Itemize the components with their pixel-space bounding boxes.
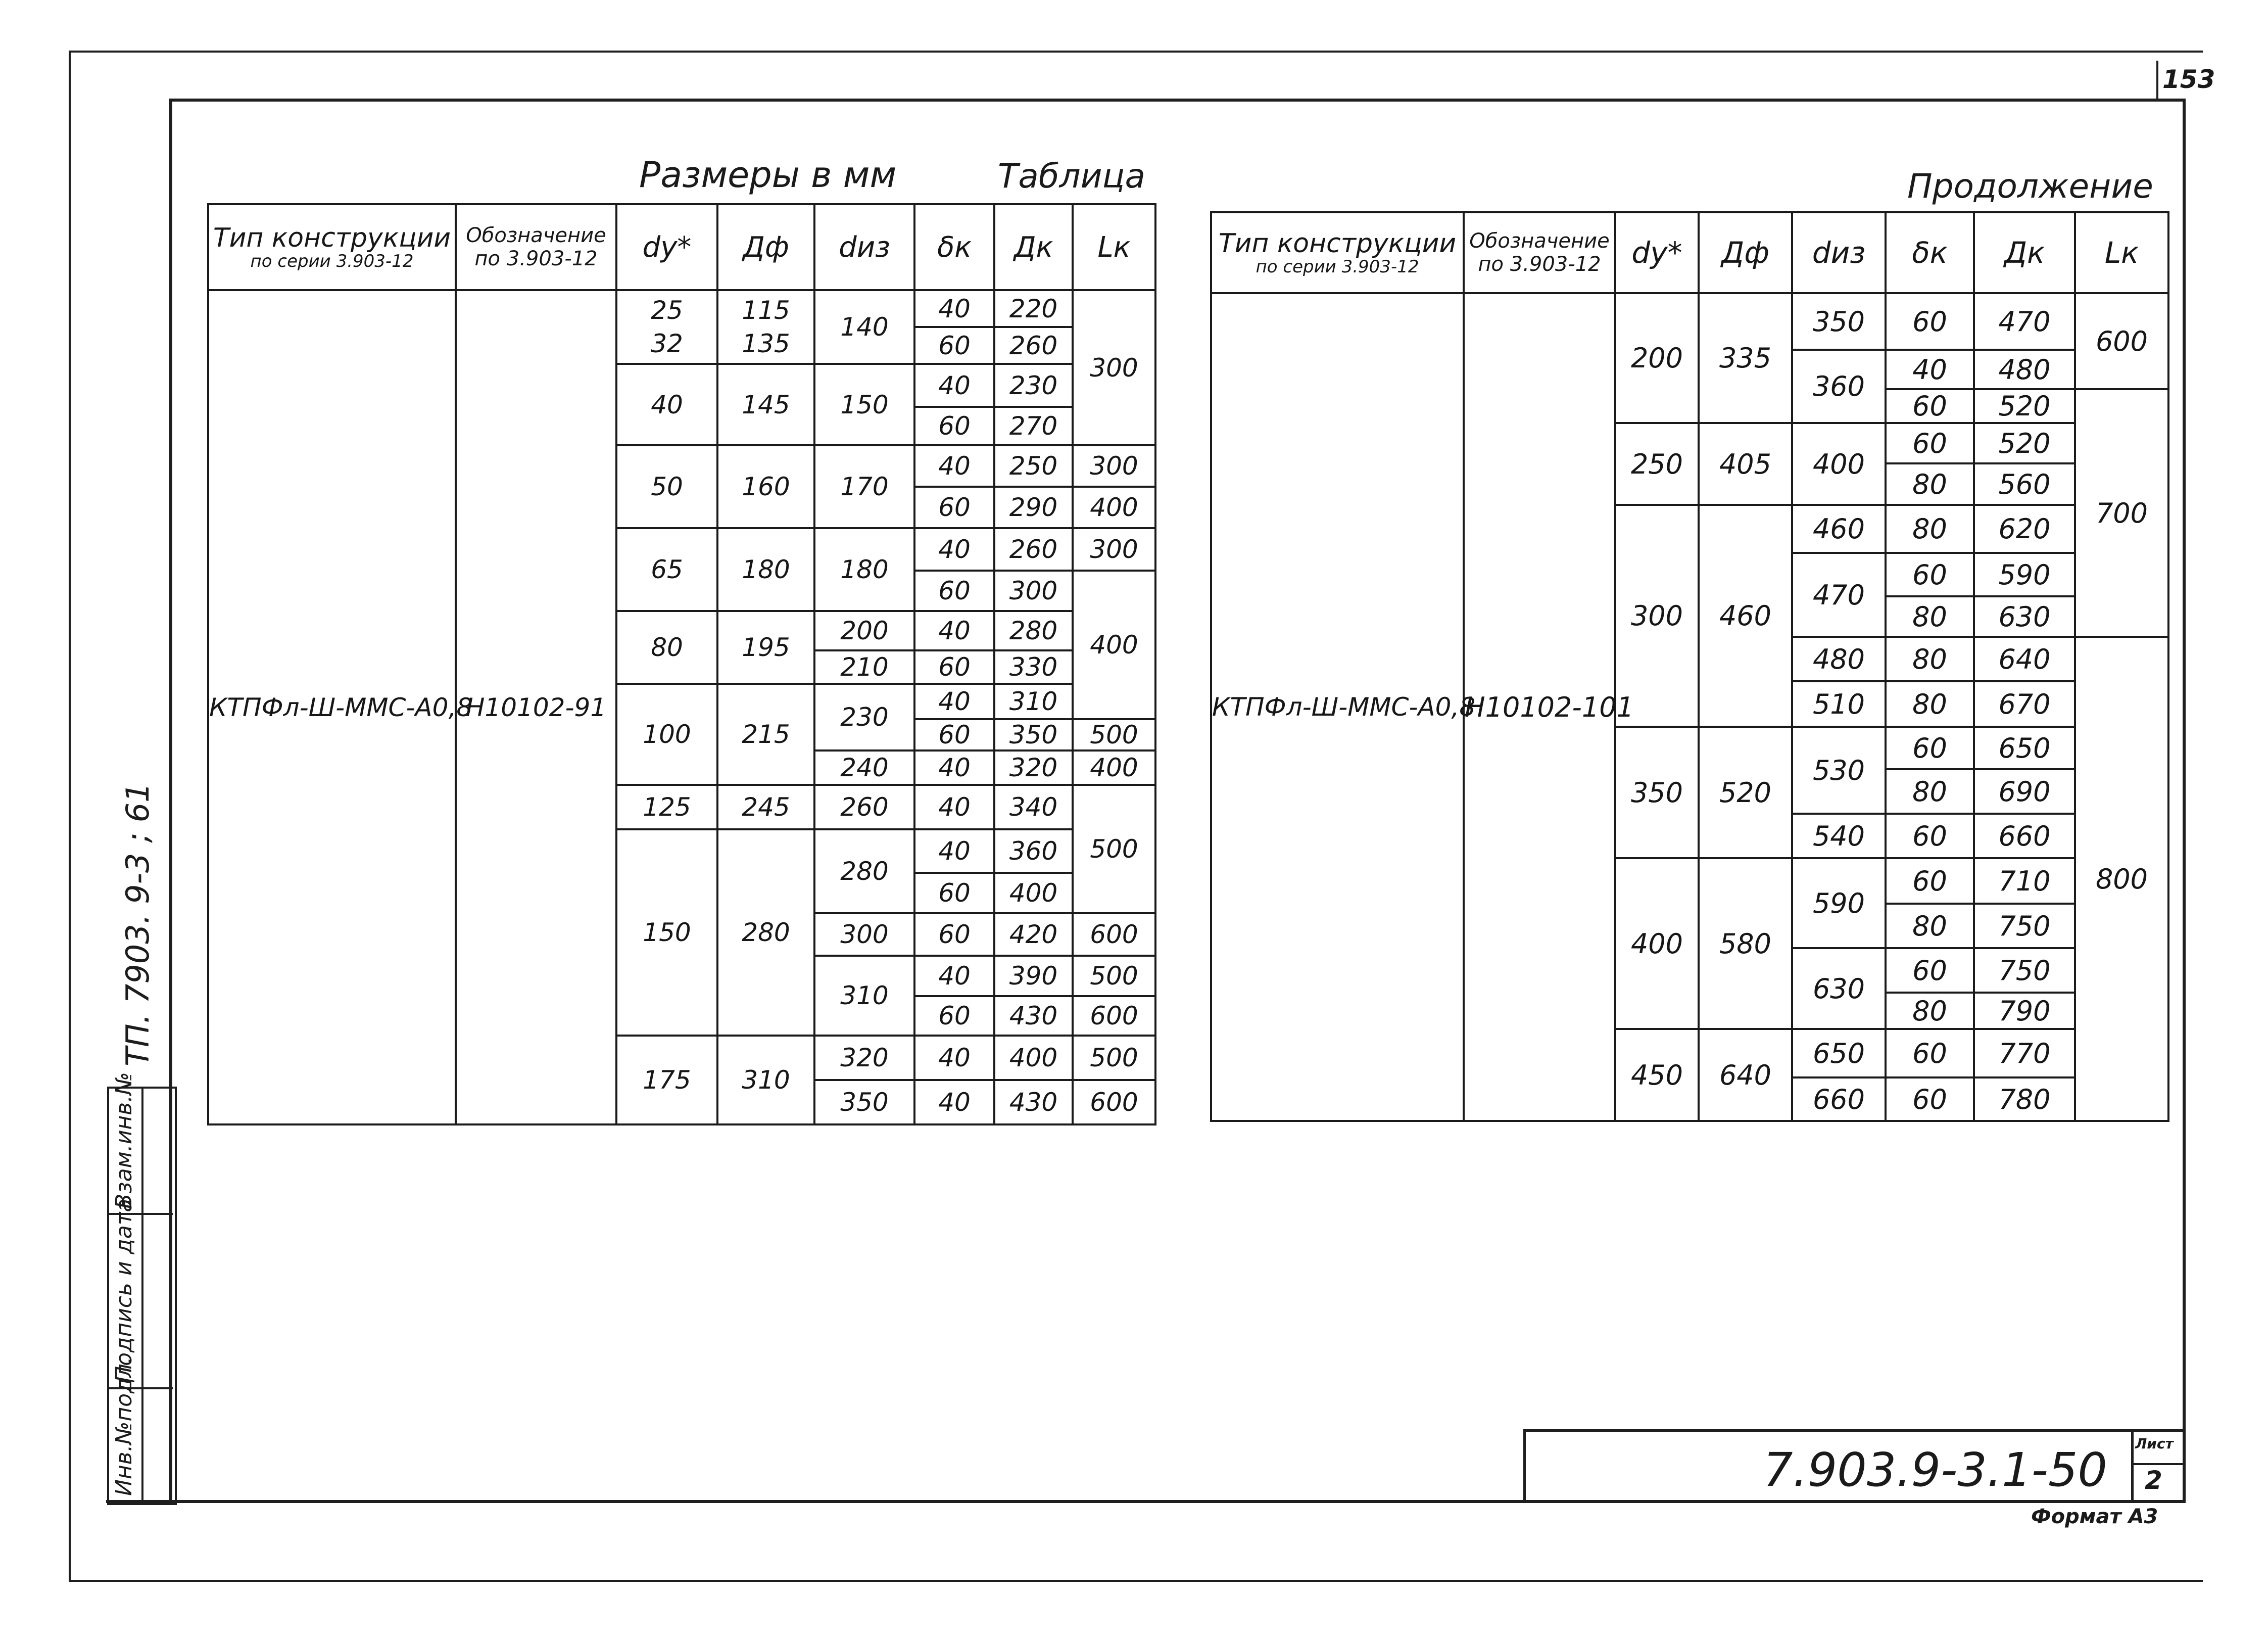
right-delta-cell: 80 bbox=[1886, 904, 1974, 948]
title-block-sheet-divider bbox=[2131, 1429, 2134, 1503]
right-diz-cell: 460 bbox=[1792, 505, 1886, 553]
left-Lk-cell: 500 bbox=[1073, 719, 1155, 750]
col-header-df: Дф bbox=[717, 204, 814, 290]
right-Dk-cell: 630 bbox=[1974, 596, 2075, 637]
right-delta-cell: 80 bbox=[1886, 596, 1974, 637]
left-Dk-cell: 390 bbox=[994, 956, 1073, 996]
left-dy-cell: 100 bbox=[616, 684, 717, 785]
left-Dk-cell: 400 bbox=[994, 873, 1073, 913]
left-diz-cell: 200 bbox=[814, 611, 914, 650]
left-Lk-cell: 400 bbox=[1073, 487, 1155, 528]
right-diz-cell: 650 bbox=[1792, 1029, 1886, 1077]
side-document-code: ТП. 7903. 9-3 ; 61 bbox=[119, 782, 156, 1066]
right-Dk-cell: 750 bbox=[1974, 904, 2075, 948]
right-delta-cell: 60 bbox=[1886, 389, 1974, 423]
col-header-Lk: Lк bbox=[2075, 212, 2168, 293]
right-df-cell: 405 bbox=[1699, 423, 1792, 505]
right-Dk-cell: 470 bbox=[1974, 293, 2075, 350]
right-Dk-cell: 660 bbox=[1974, 814, 2075, 858]
left-Dk-cell: 310 bbox=[994, 684, 1073, 719]
left-dy-cell: 175 bbox=[616, 1036, 717, 1124]
left-Dk-cell: 340 bbox=[994, 785, 1073, 829]
sheet-value: 2 bbox=[2145, 1466, 2162, 1495]
left-diz-cell: 320 bbox=[814, 1036, 914, 1080]
left-Dk-cell: 270 bbox=[994, 407, 1073, 445]
right-diz-cell: 350 bbox=[1792, 293, 1886, 350]
right-delta-cell: 60 bbox=[1886, 727, 1974, 769]
right-delta-cell: 60 bbox=[1886, 1029, 1974, 1077]
left-diz-cell: 210 bbox=[814, 650, 914, 684]
col-header-df: Дф bbox=[1699, 212, 1792, 293]
left-Dk-cell: 290 bbox=[994, 487, 1073, 528]
left-diz-cell: 300 bbox=[814, 913, 914, 956]
right-Dk-cell: 650 bbox=[1974, 727, 2075, 769]
right-df-cell: 460 bbox=[1699, 505, 1792, 727]
left-Lk-cell: 300 bbox=[1073, 528, 1155, 571]
left-delta-cell: 60 bbox=[914, 407, 994, 445]
col-header-designation: Обозначение по 3.903-12 bbox=[1464, 212, 1615, 293]
outer-frame-bottom bbox=[71, 1580, 2203, 1582]
right-diz-cell: 360 bbox=[1792, 350, 1886, 423]
right-delta-cell: 60 bbox=[1886, 858, 1974, 904]
right-designation-cell: Н10102-101 bbox=[1464, 293, 1615, 1121]
right-df-cell: 335 bbox=[1699, 293, 1792, 423]
right-delta-cell: 40 bbox=[1886, 350, 1974, 389]
right-delta-cell: 80 bbox=[1886, 993, 1974, 1029]
right-Dk-cell: 620 bbox=[1974, 505, 2075, 553]
left-delta-cell: 40 bbox=[914, 750, 994, 785]
title-block-top bbox=[1523, 1429, 2185, 1432]
outer-frame-left bbox=[69, 51, 71, 1582]
right-Dk-cell: 520 bbox=[1974, 389, 2075, 423]
right-delta-cell: 80 bbox=[1886, 637, 1974, 681]
side-stamp-inv-label: Инв.№подл. bbox=[111, 1356, 137, 1496]
right-diz-cell: 400 bbox=[1792, 423, 1886, 505]
right-Dk-cell: 480 bbox=[1974, 350, 2075, 389]
sheet-label: Лист bbox=[2135, 1435, 2174, 1452]
left-Lk-cell: 300 bbox=[1073, 290, 1155, 445]
col-header-dy: dy* bbox=[1615, 212, 1699, 293]
right-dy-cell: 450 bbox=[1615, 1029, 1699, 1121]
left-Dk-cell: 260 bbox=[994, 327, 1073, 364]
right-delta-cell: 60 bbox=[1886, 423, 1974, 463]
right-df-cell: 520 bbox=[1699, 727, 1792, 858]
side-stamp-divider bbox=[141, 1087, 143, 1501]
left-delta-cell: 60 bbox=[914, 913, 994, 956]
col-header-Lk: Lк bbox=[1073, 204, 1155, 290]
col-header-delta: δк bbox=[914, 204, 994, 290]
col-header-Dk: Дк bbox=[1974, 212, 2075, 293]
left-Dk-cell: 230 bbox=[994, 364, 1073, 407]
left-dy-cell: 125 bbox=[616, 785, 717, 829]
left-delta-cell: 40 bbox=[914, 956, 994, 996]
left-Lk-cell: 400 bbox=[1073, 571, 1155, 719]
left-delta-cell: 40 bbox=[914, 684, 994, 719]
left-delta-cell: 60 bbox=[914, 487, 994, 528]
left-diz-cell: 180 bbox=[814, 528, 914, 611]
left-dy-cell: 80 bbox=[616, 611, 717, 684]
left-delta-cell: 40 bbox=[914, 1080, 994, 1124]
right-diz-cell: 630 bbox=[1792, 948, 1886, 1029]
right-delta-cell: 80 bbox=[1886, 463, 1974, 505]
left-delta-cell: 60 bbox=[914, 650, 994, 684]
right-delta-cell: 80 bbox=[1886, 505, 1974, 553]
format-label: Формат А3 bbox=[2031, 1505, 2158, 1528]
left-diz-cell: 230 bbox=[814, 684, 914, 750]
left-diz-cell: 170 bbox=[814, 445, 914, 528]
left-diz-cell: 150 bbox=[814, 364, 914, 445]
left-Lk-cell: 600 bbox=[1073, 913, 1155, 956]
left-Dk-cell: 360 bbox=[994, 829, 1073, 873]
left-Dk-cell: 330 bbox=[994, 650, 1073, 684]
right-Dk-cell: 590 bbox=[1974, 553, 2075, 596]
right-diz-cell: 590 bbox=[1792, 858, 1886, 948]
side-stamp-replace-label: Взам.инв.№ bbox=[111, 1072, 137, 1209]
left-Lk-cell: 600 bbox=[1073, 1080, 1155, 1124]
right-Dk-cell: 640 bbox=[1974, 637, 2075, 681]
left-delta-cell: 40 bbox=[914, 829, 994, 873]
left-df-cell: 160 bbox=[717, 445, 814, 528]
dimensions-label: Размеры в мм bbox=[639, 154, 897, 196]
col-header-type: Тип конструкции по серии 3.903-12 bbox=[208, 204, 456, 290]
right-Dk-cell: 790 bbox=[1974, 993, 2075, 1029]
right-type-cell: КТПФл-Ш-ММС-А0,8 bbox=[1211, 293, 1464, 1121]
left-dy-cell: 50 bbox=[616, 445, 717, 528]
left-designation-cell: Н10102-91 bbox=[456, 290, 616, 1124]
left-df-cell: 115 135 bbox=[717, 290, 814, 364]
left-diz-cell: 240 bbox=[814, 750, 914, 785]
left-Dk-cell: 400 bbox=[994, 1036, 1073, 1080]
left-Lk-cell: 500 bbox=[1073, 956, 1155, 996]
left-delta-cell: 60 bbox=[914, 719, 994, 750]
left-delta-cell: 60 bbox=[914, 996, 994, 1036]
left-Lk-cell: 300 bbox=[1073, 445, 1155, 487]
left-delta-cell: 40 bbox=[914, 290, 994, 327]
left-Lk-cell: 600 bbox=[1073, 996, 1155, 1036]
left-dy-cell: 65 bbox=[616, 528, 717, 611]
left-dy-cell: 40 bbox=[616, 364, 717, 445]
right-Dk-cell: 710 bbox=[1974, 858, 2075, 904]
left-Dk-cell: 220 bbox=[994, 290, 1073, 327]
left-type-cell: КТПФл-Ш-ММС-А0,8 bbox=[208, 290, 456, 1124]
right-Dk-cell: 780 bbox=[1974, 1077, 2075, 1121]
left-Dk-cell: 320 bbox=[994, 750, 1073, 785]
left-dy-cell: 25 32 bbox=[616, 290, 717, 364]
document-code: 7.903.9-3.1-50 bbox=[1763, 1443, 2107, 1497]
right-diz-cell: 510 bbox=[1792, 681, 1886, 727]
right-delta-cell: 60 bbox=[1886, 814, 1974, 858]
left-df-cell: 280 bbox=[717, 829, 814, 1036]
left-delta-cell: 40 bbox=[914, 1036, 994, 1080]
right-Lk-cell: 800 bbox=[2075, 637, 2168, 1121]
right-dy-cell: 200 bbox=[1615, 293, 1699, 423]
left-delta-cell: 40 bbox=[914, 785, 994, 829]
left-Dk-cell: 420 bbox=[994, 913, 1073, 956]
left-diz-cell: 280 bbox=[814, 829, 914, 913]
col-header-Dk: Дк bbox=[994, 204, 1073, 290]
right-delta-cell: 60 bbox=[1886, 553, 1974, 596]
right-df-cell: 640 bbox=[1699, 1029, 1792, 1121]
left-Dk-cell: 430 bbox=[994, 1080, 1073, 1124]
title-block-sheet-row bbox=[2131, 1463, 2186, 1465]
left-df-cell: 180 bbox=[717, 528, 814, 611]
left-delta-cell: 40 bbox=[914, 445, 994, 487]
left-delta-cell: 40 bbox=[914, 528, 994, 571]
left-df-cell: 310 bbox=[717, 1036, 814, 1124]
right-delta-cell: 80 bbox=[1886, 681, 1974, 727]
col-header-diz: dиз bbox=[1792, 212, 1886, 293]
left-Dk-cell: 300 bbox=[994, 571, 1073, 611]
right-dy-cell: 250 bbox=[1615, 423, 1699, 505]
sheet-number-top: 153 bbox=[2162, 65, 2215, 94]
left-Dk-cell: 280 bbox=[994, 611, 1073, 650]
left-diz-cell: 140 bbox=[814, 290, 914, 364]
left-delta-cell: 60 bbox=[914, 873, 994, 913]
left-delta-cell: 60 bbox=[914, 571, 994, 611]
left-diz-cell: 310 bbox=[814, 956, 914, 1036]
right-dy-cell: 350 bbox=[1615, 727, 1699, 858]
inner-frame-right bbox=[2183, 99, 2186, 1501]
right-Dk-cell: 690 bbox=[1974, 769, 2075, 814]
right-dy-cell: 400 bbox=[1615, 858, 1699, 1029]
right-delta-cell: 60 bbox=[1886, 293, 1974, 350]
left-Lk-cell: 400 bbox=[1073, 750, 1155, 785]
right-diz-cell: 530 bbox=[1792, 727, 1886, 814]
right-diz-cell: 540 bbox=[1792, 814, 1886, 858]
right-delta-cell: 60 bbox=[1886, 1077, 1974, 1121]
right-diz-cell: 660 bbox=[1792, 1077, 1886, 1121]
left-df-cell: 195 bbox=[717, 611, 814, 684]
right-Dk-cell: 770 bbox=[1974, 1029, 2075, 1077]
col-header-type: Тип конструкции по серии 3.903-12 bbox=[1211, 212, 1464, 293]
right-Dk-cell: 750 bbox=[1974, 948, 2075, 993]
left-Dk-cell: 350 bbox=[994, 719, 1073, 750]
outer-frame-top bbox=[71, 51, 2203, 53]
right-df-cell: 580 bbox=[1699, 858, 1792, 1029]
right-Lk-cell: 600 bbox=[2075, 293, 2168, 389]
sheet-number-box-left bbox=[2156, 61, 2158, 101]
col-header-delta: δк bbox=[1886, 212, 1974, 293]
right-dy-cell: 300 bbox=[1615, 505, 1699, 727]
left-Lk-cell: 500 bbox=[1073, 1036, 1155, 1080]
left-df-cell: 245 bbox=[717, 785, 814, 829]
col-header-dy: dy* bbox=[616, 204, 717, 290]
left-delta-cell: 40 bbox=[914, 364, 994, 407]
left-df-cell: 145 bbox=[717, 364, 814, 445]
left-Dk-cell: 250 bbox=[994, 445, 1073, 487]
inner-frame-top bbox=[169, 99, 2185, 102]
inner-frame-bottom bbox=[106, 1500, 2186, 1503]
left-delta-cell: 40 bbox=[914, 611, 994, 650]
right-Dk-cell: 520 bbox=[1974, 423, 2075, 463]
left-delta-cell: 60 bbox=[914, 327, 994, 364]
right-diz-cell: 470 bbox=[1792, 553, 1886, 637]
right-Lk-cell: 700 bbox=[2075, 389, 2168, 637]
right-diz-cell: 480 bbox=[1792, 637, 1886, 681]
left-diz-cell: 260 bbox=[814, 785, 914, 829]
table-label: Таблица bbox=[998, 157, 1145, 196]
left-Lk-cell: 500 bbox=[1073, 785, 1155, 913]
left-spec-table bbox=[207, 203, 1156, 1125]
left-df-cell: 215 bbox=[717, 684, 814, 785]
continuation-label: Продолжение bbox=[1907, 167, 2153, 206]
left-dy-cell: 150 bbox=[616, 829, 717, 1036]
title-block-left bbox=[1523, 1429, 1526, 1503]
right-Dk-cell: 560 bbox=[1974, 463, 2075, 505]
right-spec-table bbox=[1210, 211, 2169, 1122]
col-header-diz: dиз bbox=[814, 204, 914, 290]
right-Dk-cell: 670 bbox=[1974, 681, 2075, 727]
col-header-designation: Обозначение по 3.903-12 bbox=[456, 204, 616, 290]
right-delta-cell: 80 bbox=[1886, 769, 1974, 814]
left-Dk-cell: 430 bbox=[994, 996, 1073, 1036]
side-stamp-sign-label: Подпись и дата bbox=[111, 1198, 137, 1383]
left-Dk-cell: 260 bbox=[994, 528, 1073, 571]
right-delta-cell: 60 bbox=[1886, 948, 1974, 993]
left-diz-cell: 350 bbox=[814, 1080, 914, 1124]
